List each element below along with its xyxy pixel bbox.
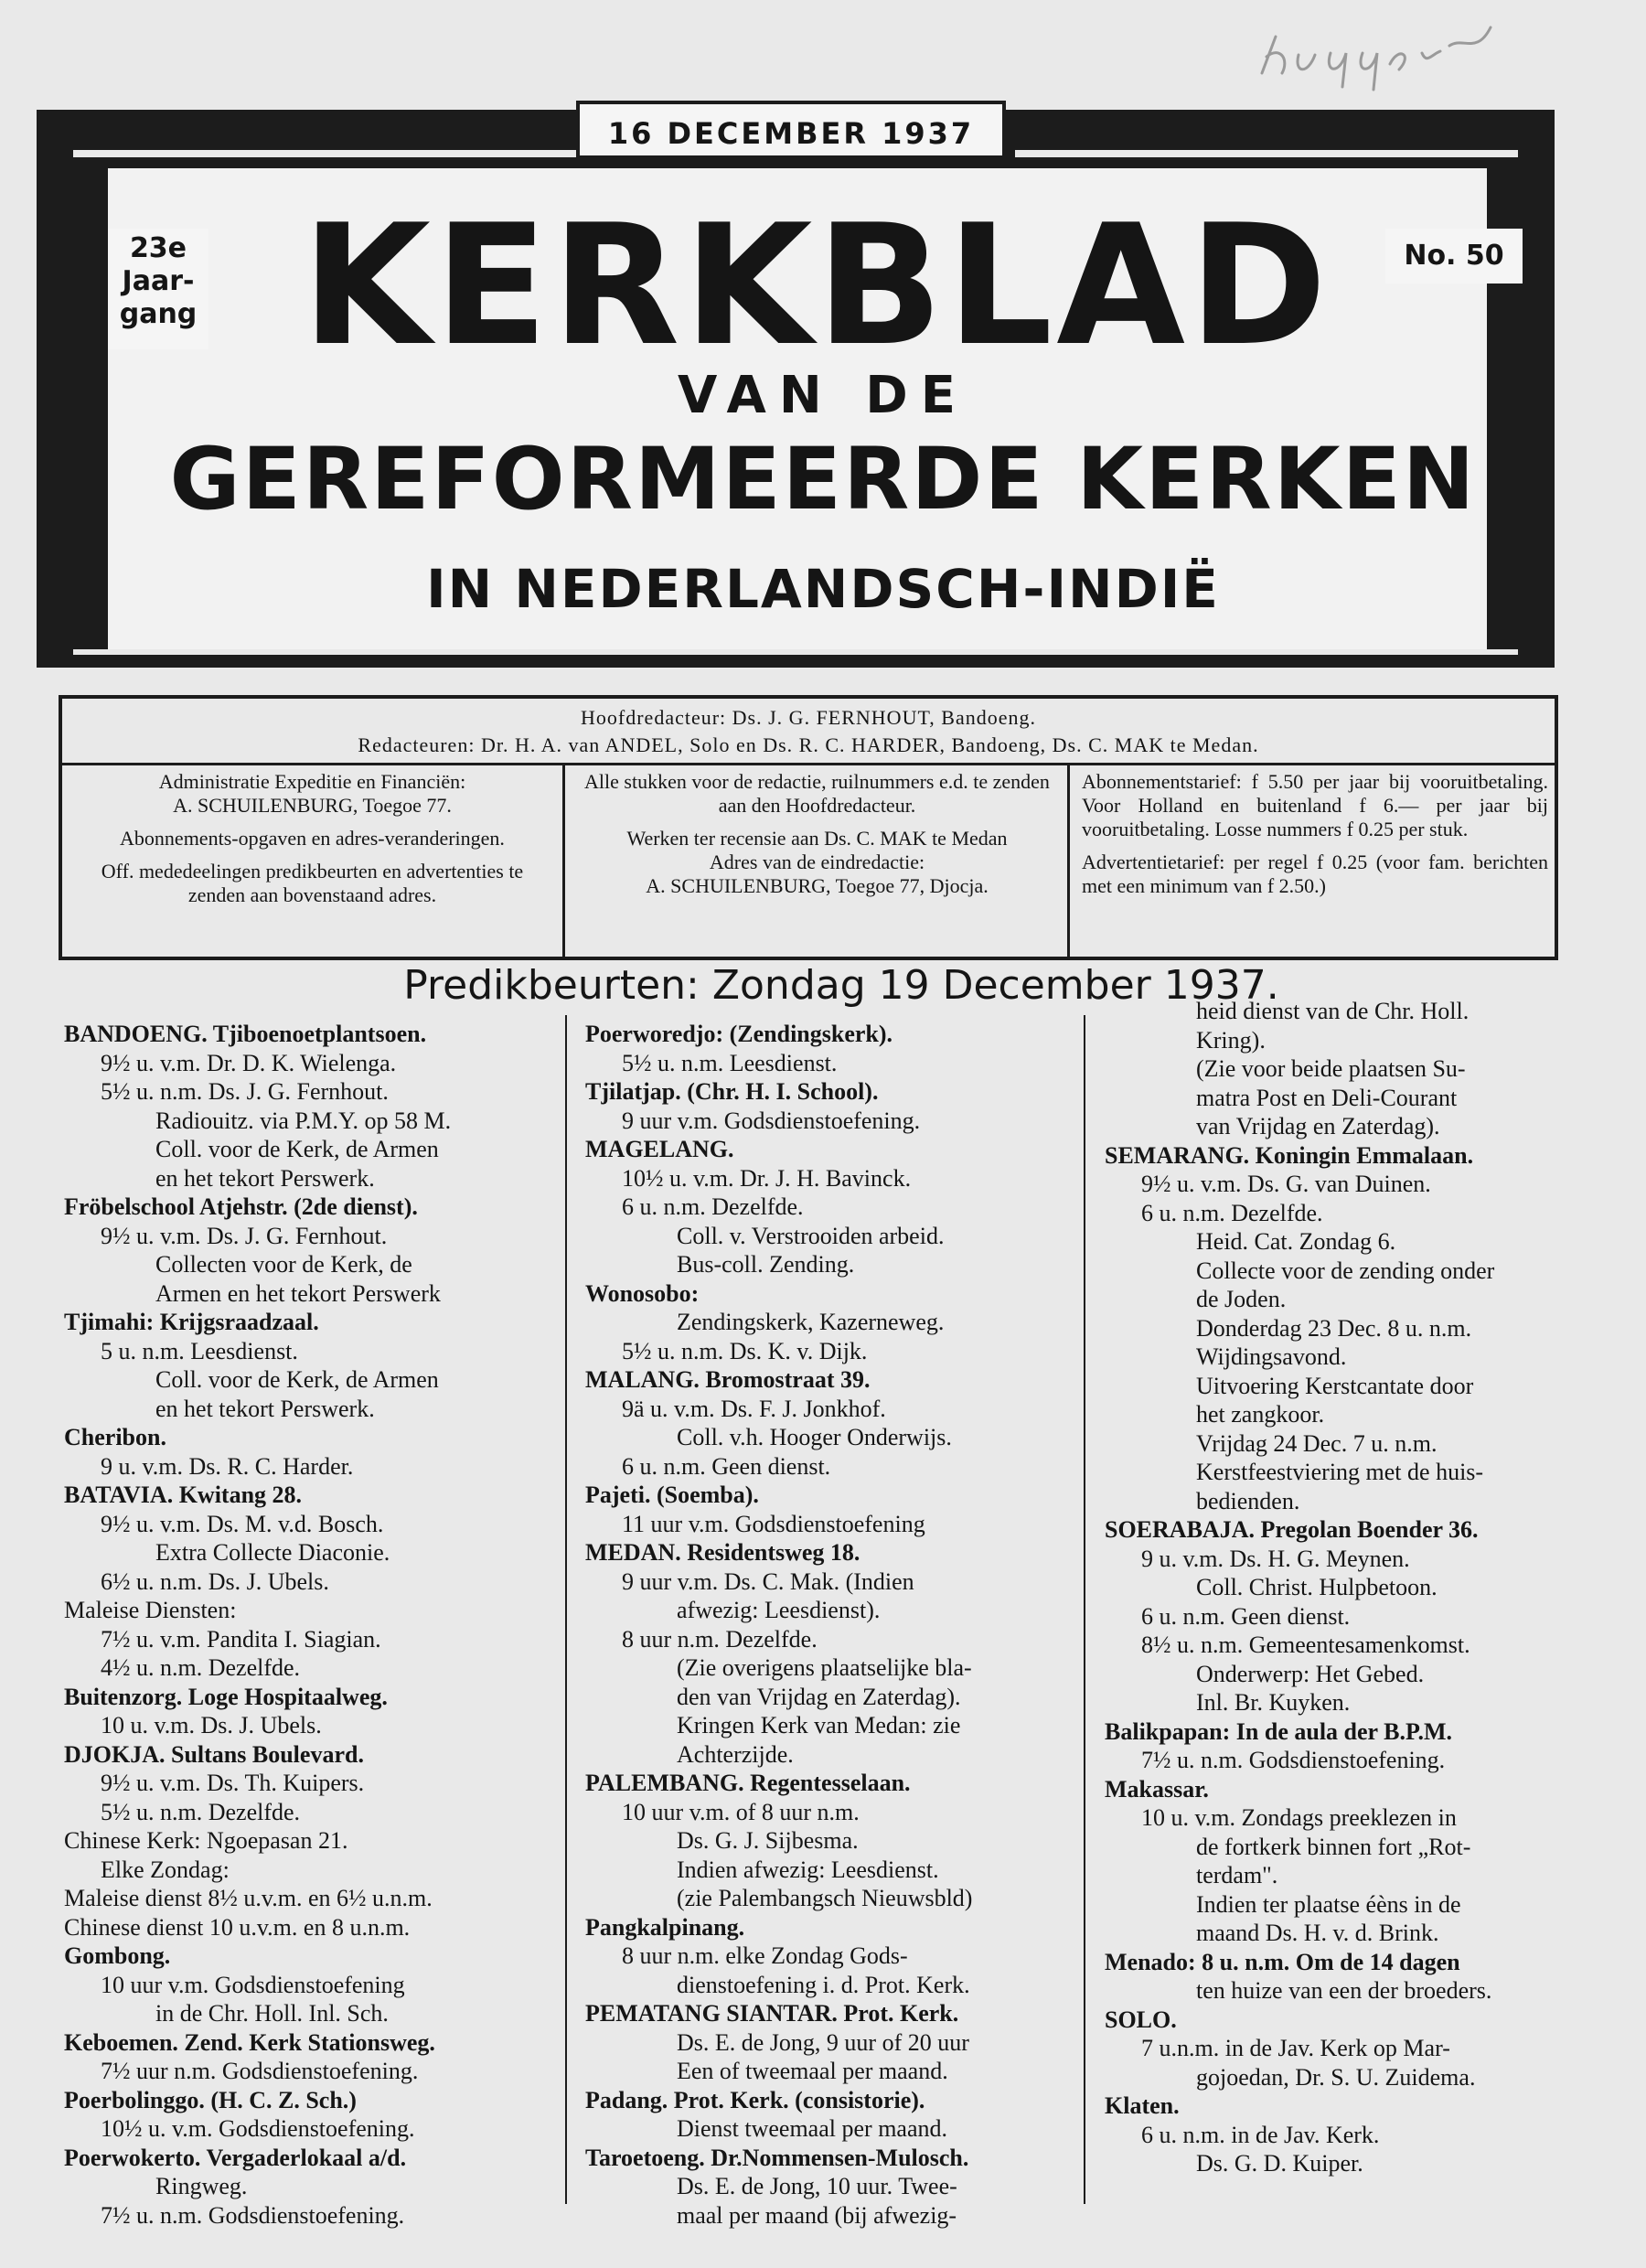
service-line: 9½ u. v.m. Ds. J. G. Fernhout. <box>101 1222 388 1249</box>
service-line: 6 u. n.m. in de Jav. Kerk. <box>1141 2121 1380 2148</box>
service-location: Pajeti. (Soemba). <box>585 1482 759 1508</box>
service-line: Uitvoering Kerstcantate door <box>1196 1372 1474 1399</box>
service-line: 6½ u. n.m. Ds. J. Ubels. <box>101 1567 329 1595</box>
service-location: Taroetoeng. Dr.Nommensen-Mulosch. <box>585 2144 969 2171</box>
volume-line: 23e <box>129 232 187 264</box>
info-line: A. SCHUILENBURG, Toegoe 77. <box>173 794 452 817</box>
service-line: 10 uur v.m. Godsdienstoefening <box>101 1971 405 1998</box>
service-location: PEMATANG SIANTAR. Prot. Kerk. <box>585 2000 959 2027</box>
service-location: Pangkalpinang. <box>585 1913 745 1941</box>
service-line: Een of tweemaal per maand. <box>677 2058 948 2084</box>
masthead-stripe-left <box>73 150 585 157</box>
editorial-box <box>59 695 1558 960</box>
service-line: van Vrijdag en Zaterdag). <box>1196 1113 1440 1139</box>
service-line: 10½ u. v.m. Dr. J. H. Bavinck. <box>622 1164 912 1192</box>
service-line: Dienst tweemaal per maand. <box>677 2115 947 2142</box>
service-location: Balikpapan: In de aula der B.P.M. <box>1105 1717 1452 1745</box>
info-box-rates <box>1073 765 1557 960</box>
service-line: 5½ u. n.m. Ds. J. G. Fernhout. <box>101 1078 389 1105</box>
info-line: Adres van de eindredactie: <box>709 850 925 873</box>
service-line: 9 uur v.m. Ds. C. Mak. (Indien <box>622 1567 914 1595</box>
service-line: 7 u.n.m. in de Jav. Kerk op Mar- <box>1141 2035 1450 2061</box>
service-line: 8½ u. n.m. Gemeentesamenkomst. <box>1141 1631 1470 1658</box>
info-line: Alle stukken voor de redactie, ruilnummers e.d. te zenden aan den Hoofdredacteur. <box>584 770 1050 817</box>
service-line: Achterzijde. <box>677 1740 794 1768</box>
service-line: Wijdingsavond. <box>1196 1343 1347 1370</box>
service-line: heid dienst van de Chr. Holl. <box>1196 998 1470 1024</box>
info-box-editorial <box>567 765 1070 960</box>
service-line: Elke Zondag: <box>101 1856 230 1883</box>
editors-lines <box>62 699 1555 765</box>
masthead-stripe-bottom <box>73 649 1518 655</box>
info-line: Advertentietarief: per regel f 0.25 (voor fam. berichten met een minimum van f 2.50.) <box>1082 850 1548 897</box>
service-line: 5½ u. n.m. Ds. K. v. Dijk. <box>622 1337 868 1364</box>
service-line: den van Vrijdag en Zaterdag). <box>677 1683 961 1710</box>
service-line: (Zie voor beide plaatsen Su- <box>1196 1055 1466 1082</box>
masthead-title: KERKBLAD <box>302 188 1331 382</box>
service-location: Poerwokerto. Vergaderlokaal a/d. <box>64 2144 407 2171</box>
service-line: maal per maand (bij afwezig- <box>677 2201 957 2229</box>
service-line: Donderdag 23 Dec. 8 u. n.m. <box>1196 1314 1472 1342</box>
service-line: 10 uur v.m. of 8 uur n.m. <box>622 1798 860 1825</box>
service-line: 7½ u. v.m. Pandita I. Siagian. <box>101 1625 381 1653</box>
service-line: Onderwerp: Het Gebed. <box>1196 1660 1425 1687</box>
volume-line: Jaar- <box>122 265 195 297</box>
service-line: bedienden. <box>1196 1487 1300 1514</box>
service-line: 6 u. n.m. Geen dienst. <box>1141 1602 1351 1630</box>
service-line: afwezig: Leesdienst). <box>677 1597 881 1623</box>
editor-in-chief: Hoofdredacteur: Ds. J. G. FERNHOUT, Bandoeng. <box>581 706 1036 729</box>
service-location: SOLO. <box>1105 2006 1177 2033</box>
service-line: Ringweg. <box>155 2173 248 2199</box>
column-divider <box>565 1015 567 2204</box>
service-line: (zie Palembangsch Nieuwsbld) <box>677 1885 973 1911</box>
service-line: 11 uur v.m. Godsdienstoefening <box>622 1510 925 1537</box>
service-line: ten huize van een der broeders. <box>1196 1977 1492 2004</box>
column-2 <box>585 1020 1074 2230</box>
service-line: terdam". <box>1196 1862 1278 1888</box>
section-heading: Predikbeurten: Zondag 19 December 1937. <box>403 962 1279 1009</box>
service-line: en het tekort Perswerk. <box>155 1395 375 1422</box>
info-line: Abonnements-opgaven en adres-veranderingen. <box>120 827 505 850</box>
service-location: BANDOENG. Tjiboenoetplantsoen. <box>64 1021 427 1047</box>
service-line: 6 u. n.m. Dezelfde. <box>1141 1199 1323 1226</box>
service-line: Coll. v.h. Hooger Onderwijs. <box>677 1424 952 1450</box>
service-location: Gombong. <box>64 1942 171 1969</box>
service-line: 8 uur n.m. Dezelfde. <box>622 1625 818 1653</box>
service-line: Chinese Kerk: Ngoepasan 21. <box>64 1827 348 1854</box>
service-line: gojoedan, Dr. S. U. Zuidema. <box>1196 2063 1476 2091</box>
service-location: MALANG. Bromostraat 39. <box>585 1366 871 1393</box>
service-location: DJOKJA. Sultans Boulevard. <box>64 1740 364 1768</box>
service-line: Collecten voor de Kerk, de <box>155 1251 412 1278</box>
service-line: Heid. Cat. Zondag 6. <box>1196 1228 1396 1255</box>
service-location: PALEMBANG. Regentesselaan. <box>585 1770 911 1796</box>
service-line: 9½ u. v.m. Ds. G. van Duinen. <box>1141 1171 1431 1197</box>
service-line: en het tekort Perswerk. <box>155 1164 375 1192</box>
info-box-administration <box>62 765 565 960</box>
service-line: in de Chr. Holl. Inl. Sch. <box>155 2000 389 2027</box>
service-line: 9½ u. v.m. Ds. M. v.d. Bosch. <box>101 1510 384 1537</box>
service-location: MAGELANG. <box>585 1136 734 1162</box>
service-location: SOERABAJA. Pregolan Boender 36. <box>1105 1516 1479 1543</box>
service-location: Padang. Prot. Kerk. (consistorie). <box>585 2086 925 2113</box>
column-3 <box>1105 997 1603 2178</box>
service-line: Vrijdag 24 Dec. 7 u. n.m. <box>1196 1429 1438 1457</box>
service-line: 5½ u. n.m. Leesdienst. <box>622 1049 838 1076</box>
service-line: het zangkoor. <box>1196 1401 1325 1428</box>
service-location: SEMARANG. Koningin Emmalaan. <box>1105 1141 1474 1169</box>
masthead-subtitle-3: IN NEDERLANDSCH-INDIË <box>426 558 1220 620</box>
info-line: Off. mededeelingen predikbeurten en advertenties te zenden aan bovenstaand adres. <box>101 860 524 906</box>
service-line: 8 uur n.m. elke Zondag Gods- <box>622 1942 908 1969</box>
info-line: A. SCHUILENBURG, Toegoe 77, Djocja. <box>646 874 989 897</box>
info-line: Abonnementstarief: f 5.50 per jaar bij vooruitbetaling. Voor Holland en buitenland f 6.— per jaar bij vooruitbetaling. Losse nummers f 0.25 per stuk. <box>1082 770 1548 840</box>
service-line: 6 u. n.m. Geen dienst. <box>622 1452 831 1480</box>
service-location: Makassar. <box>1105 1775 1209 1803</box>
service-location: Keboemen. Zend. Kerk Stationsweg. <box>64 2028 435 2056</box>
service-line: Radiouitz. via P.M.Y. op 58 M. <box>155 1107 452 1134</box>
service-line: Indien ter plaatse éèns in de <box>1196 1890 1461 1918</box>
service-line: 5 u. n.m. Leesdienst. <box>101 1337 298 1364</box>
service-line: Maleise Diensten: <box>64 1597 237 1623</box>
service-line: Coll. voor de Kerk, de Armen <box>155 1366 439 1393</box>
service-location: Fröbelschool Atjehstr. (2de dienst). <box>64 1193 418 1220</box>
masthead-subtitle-2: GEREFORMEERDE KERKEN <box>169 430 1477 530</box>
service-line: de Joden. <box>1196 1286 1287 1312</box>
service-line: Indien afwezig: Leesdienst. <box>677 1856 939 1883</box>
service-line: 7½ u. n.m. Godsdienstoefening. <box>101 2201 405 2229</box>
service-line: Ds. G. J. Sijbesma. <box>677 1827 859 1854</box>
service-line: 9 u. v.m. Ds. R. C. Harder. <box>101 1452 354 1480</box>
service-line: Kring). <box>1196 1026 1266 1054</box>
service-line: Extra Collecte Diaconie. <box>155 1539 390 1566</box>
service-line: 10 u. v.m. Zondags preeklezen in <box>1141 1804 1457 1831</box>
masthead-subtitle-1: VAN DE <box>678 366 968 425</box>
service-location: Wonosobo: <box>585 1279 700 1307</box>
service-line: Armen en het tekort Perswerk <box>155 1279 441 1307</box>
service-line: 7½ u. n.m. Godsdienstoefening. <box>1141 1747 1446 1773</box>
issue-number: No. 50 <box>1385 229 1523 284</box>
service-line: Maleise dienst 8½ u.v.m. en 6½ u.n.m. <box>64 1885 433 1911</box>
service-location: Buitenzorg. Loge Hospitaalweg. <box>64 1683 388 1710</box>
service-line: 5½ u. n.m. Dezelfde. <box>101 1798 301 1825</box>
service-line: Bus-coll. Zending. <box>677 1251 855 1278</box>
column-divider <box>1084 1015 1085 2204</box>
service-line: 9½ u. v.m. Ds. Th. Kuipers. <box>101 1770 365 1796</box>
service-location: BATAVIA. Kwitang 28. <box>64 1482 303 1508</box>
service-line: 9½ u. v.m. Dr. D. K. Wielenga. <box>101 1049 397 1076</box>
service-line: Inl. Br. Kuyken. <box>1196 1689 1351 1716</box>
service-line: Zendingskerk, Kazerneweg. <box>677 1309 945 1335</box>
service-location: Poerworedjo: (Zendingskerk). <box>585 1021 893 1047</box>
service-location: Klaten. <box>1105 2092 1180 2119</box>
issue-date: 16 DECEMBER 1937 <box>576 101 1006 159</box>
service-line: 9ä u. v.m. Ds. F. J. Jonkhof. <box>622 1395 886 1422</box>
service-line: Coll. Christ. Hulpbetoon. <box>1196 1574 1438 1600</box>
service-location: Tjimahi: Krijgsraadzaal. <box>64 1309 319 1335</box>
volume-line: gang <box>119 298 198 330</box>
service-line: dienstoefening i. d. Prot. Kerk. <box>677 1971 970 1998</box>
masthead-stripe-right <box>1015 150 1518 157</box>
volume-box <box>108 229 208 349</box>
service-line: 6 u. n.m. Dezelfde. <box>622 1193 804 1220</box>
service-line: 4½ u. n.m. Dezelfde. <box>101 1654 301 1681</box>
column-1 <box>64 1020 553 2230</box>
info-line: Werken ter recensie aan Ds. C. MAK te Medan <box>626 827 1008 850</box>
service-line: 10 u. v.m. Ds. J. Ubels. <box>101 1712 322 1738</box>
service-location: Menado: 8 u. n.m. Om de 14 dagen <box>1105 1948 1460 1975</box>
service-line: Coll. v. Verstrooiden arbeid. <box>677 1222 945 1249</box>
service-line: Collecte voor de zending onder <box>1196 1257 1495 1284</box>
editors: Redacteuren: Dr. H. A. van ANDEL, Solo en Ds. R. C. HARDER, Bandoeng, Ds. C. MAK te Medan. <box>358 733 1259 756</box>
service-line: matra Post en Deli-Courant <box>1196 1084 1458 1111</box>
service-line: Ds. E. de Jong, 10 uur. Twee- <box>677 2173 957 2199</box>
info-line: Administratie Expeditie en Financiën: <box>158 770 466 793</box>
service-line: de fortkerk binnen fort „Rot- <box>1196 1833 1471 1860</box>
service-location: Tjilatjap. (Chr. H. I. School). <box>585 1078 879 1105</box>
service-line: Chinese dienst 10 u.v.m. en 8 u.n.m. <box>64 1913 411 1941</box>
service-line: Kerstfeestviering met de huis- <box>1196 1459 1484 1485</box>
service-line: Ds. G. D. Kuiper. <box>1196 2150 1363 2177</box>
service-location: MEDAN. Residentsweg 18. <box>585 1539 860 1566</box>
handwritten-signature <box>1244 9 1518 91</box>
service-line: 10½ u. v.m. Godsdienstoefening. <box>101 2115 415 2142</box>
service-line: maand Ds. H. v. d. Brink. <box>1196 1920 1439 1946</box>
service-line: Kringen Kerk van Medan: zie <box>677 1712 961 1738</box>
service-line: Ds. E. de Jong, 9 uur of 20 uur <box>677 2028 969 2056</box>
service-line: 7½ uur n.m. Godsdienstoefening. <box>101 2058 419 2084</box>
service-line: (Zie overigens plaatselijke bla- <box>677 1654 972 1681</box>
service-line: Coll. voor de Kerk, de Armen <box>155 1136 439 1162</box>
service-line: 9 uur v.m. Godsdienstoefening. <box>622 1107 921 1134</box>
service-location: Poerbolinggo. (H. C. Z. Sch.) <box>64 2086 357 2113</box>
service-location: Cheribon. <box>64 1424 166 1450</box>
service-line: 9 u. v.m. Ds. H. G. Meynen. <box>1141 1545 1410 1572</box>
